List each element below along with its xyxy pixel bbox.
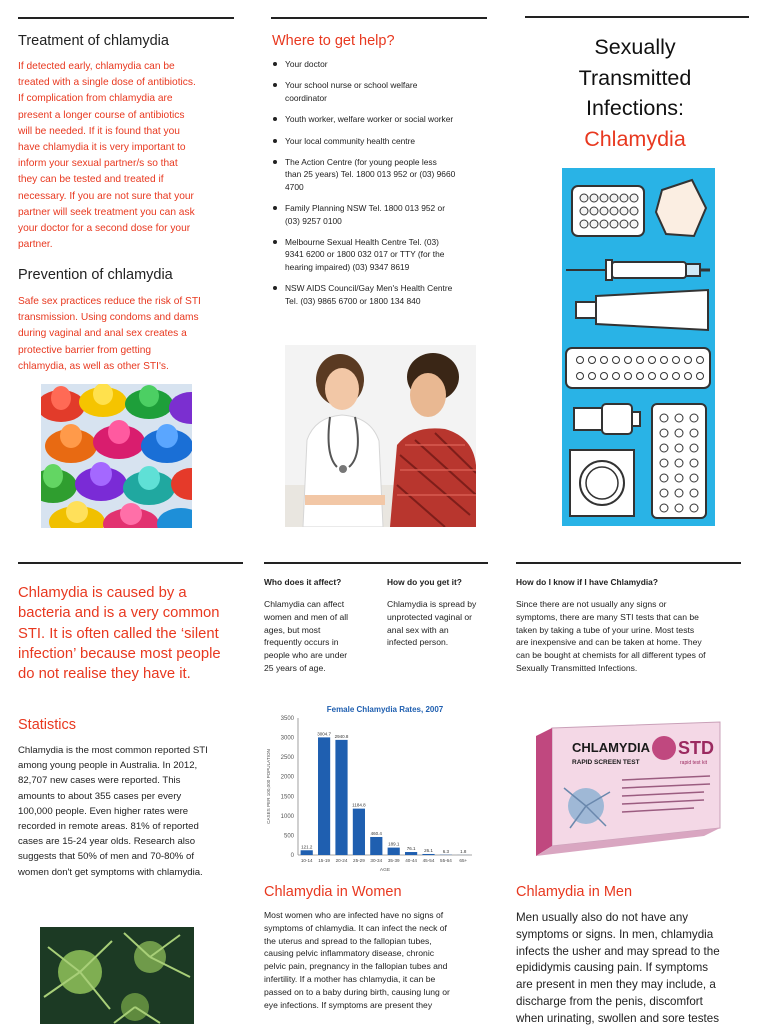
condoms-image xyxy=(41,384,192,528)
intro-line: do not realise they have it. xyxy=(18,664,258,684)
affect-line: ages, but most xyxy=(264,624,382,637)
intro-text xyxy=(18,583,258,684)
men-line: when urinating, swollen and sore testes xyxy=(516,1011,756,1028)
treatment-line: If complication from chlamydia are xyxy=(18,91,248,107)
know-line: can be bought at chemists for all different types of xyxy=(516,649,748,662)
chart-x-tick-label: 55-64 xyxy=(440,858,452,863)
help-item-line: 9341 6200 or 1800 032 017 or TTY (for the xyxy=(285,248,491,260)
intro-line: Chlamydia is caused by a xyxy=(18,583,258,603)
box-brand-text: CHLAMYDIA xyxy=(572,740,651,755)
help-item-line: Family Planning NSW Tel. 1800 013 952 or xyxy=(285,202,491,214)
getit-title: How do you get it? xyxy=(387,577,462,587)
treatment-line: treated with a single dose of antibiotics. xyxy=(18,75,248,91)
intro-line: infection’ because most people xyxy=(18,644,258,664)
prevention-text xyxy=(18,294,248,375)
statistics-line: women don't get symptoms with chlamydia. xyxy=(18,865,258,880)
chart-x-tick-label: 40-44 xyxy=(405,858,417,863)
cover-title-line-3: Infections: xyxy=(540,93,730,124)
chart-data-label: 76.1 xyxy=(407,846,416,851)
chart-data-label: 189.1 xyxy=(388,842,400,847)
affect-title: Who does it affect? xyxy=(264,577,341,587)
help-list-item xyxy=(271,113,491,125)
chart-y-tick-label: 1500 xyxy=(281,794,295,800)
chart-data-label: 3004.7 xyxy=(317,731,331,736)
men-line: are present in men they may include, a xyxy=(516,977,756,994)
box-line2-text: RAPID SCREEN TEST xyxy=(572,759,640,766)
treatment-line: your doctor for a second dose for your xyxy=(18,221,248,237)
statistics-line: among young people in Australia. In 2012, xyxy=(18,758,258,773)
men-line: infects the usher and may spread to the xyxy=(516,944,756,961)
statistics-line: 100,000 people. Even higher rates were xyxy=(18,804,258,819)
help-item-line: Melbourne Sexual Health Centre Tel. (03) xyxy=(285,236,491,248)
treatment-line: will be needed. If it is found that you xyxy=(18,124,248,140)
women-title: Chlamydia in Women xyxy=(264,884,402,900)
women-text xyxy=(264,909,496,1011)
row2-rule-middle xyxy=(264,562,488,564)
chart-title: Female Chlamydia Rates, 2007 xyxy=(327,705,444,714)
cover-title xyxy=(540,32,730,154)
chart-x-tick-label: 25-29 xyxy=(353,858,365,863)
intro-line: bacteria and is a very common xyxy=(18,603,258,623)
help-item-line: NSW AIDS Council/Gay Men's Health Centre xyxy=(285,282,491,294)
men-line: symptoms or signs. In men, chlamydia xyxy=(516,927,756,944)
chart-x-axis-label: AGE xyxy=(380,867,390,872)
chart-x-tick-label: 45-54 xyxy=(423,858,435,863)
statistics-line: 82,707 new cases were reported. This xyxy=(18,773,258,788)
chart-data-label: 26.1 xyxy=(424,848,433,853)
chart-y-tick-label: 3000 xyxy=(281,736,295,742)
men-title: Chlamydia in Men xyxy=(516,884,632,900)
treatment-line: present a longer course of antibiotics xyxy=(18,108,248,124)
know-text xyxy=(516,598,748,675)
row2-rule-left xyxy=(18,562,243,564)
affect-line: people who are under xyxy=(264,649,382,662)
chart-y-axis-label: CASES PER 100,000 POPULATION xyxy=(266,749,271,824)
know-line: taken by taking a tube of your urine. Most tests xyxy=(516,624,748,637)
men-text xyxy=(516,910,756,1028)
statistics-line: Chlamydia is the most common reported STI xyxy=(18,743,258,758)
chart-x-tick-label: 30-34 xyxy=(370,858,382,863)
help-item-line: Youth worker, welfare worker or social worker xyxy=(285,113,491,125)
know-title: How do I know if I have Chlamydia? xyxy=(516,577,658,587)
men-line: discharge from the penis, discomfort xyxy=(516,994,756,1011)
women-line: symptoms of chlamydia. It can infect the neck of xyxy=(264,922,496,935)
chart-x-tick-label: 20-24 xyxy=(336,858,348,863)
help-item-line: 4700 xyxy=(285,181,491,193)
help-list-item xyxy=(271,79,491,104)
prevention-line: transmission. Using condoms and dams xyxy=(18,310,248,326)
chart-data-label: 1184.8 xyxy=(352,803,366,808)
statistics-line: suggests that 50% of men and 70-80% of xyxy=(18,849,258,864)
statistics-line: amounts to about 355 cases per every xyxy=(18,789,258,804)
affect-line: 25 years of age. xyxy=(264,662,382,675)
affect-line: frequently occurs in xyxy=(264,636,382,649)
chart-y-tick-label: 3500 xyxy=(281,716,295,722)
help-list xyxy=(271,58,491,316)
prevention-line: protective barrier from getting xyxy=(18,343,248,359)
doctor-patient-image xyxy=(285,345,476,527)
prevention-line: chlamydia, as well as other STI's. xyxy=(18,359,248,375)
chart-y-tick-label: 2000 xyxy=(281,775,295,781)
chart-data-label: 460.4 xyxy=(371,831,383,836)
chart-bar xyxy=(301,850,313,855)
treatment-text xyxy=(18,59,248,253)
chart-bar xyxy=(370,837,382,855)
women-line: pelvic pain, pregnancy in the fallopian tubes and xyxy=(264,960,496,973)
getit-line: unprotected vaginal or xyxy=(387,611,505,624)
treatment-line: partner. xyxy=(18,237,248,253)
chart-bar xyxy=(335,740,347,855)
help-item-line: Your local community health centre xyxy=(285,135,491,147)
chart-x-tick-label: 15-19 xyxy=(318,858,330,863)
help-list-item xyxy=(271,282,491,307)
contraceptives-illustration xyxy=(562,168,715,526)
chart-y-tick-label: 1000 xyxy=(281,814,295,820)
treatment-line: If detected early, chlamydia can be xyxy=(18,59,248,75)
know-line: Sexually Transmitted Infections. xyxy=(516,662,748,675)
chart-bar xyxy=(353,809,365,855)
chart-x-tick-label: 65+ xyxy=(459,858,467,863)
help-list-item xyxy=(271,58,491,70)
help-list-item xyxy=(271,202,491,227)
intro-line: STI. It is often called the ‘silent xyxy=(18,624,258,644)
chart-x-tick-label: 10-14 xyxy=(301,858,313,863)
know-line: Since there are not usually any signs or xyxy=(516,598,748,611)
treatment-line: have chlamydia it is very important to xyxy=(18,140,248,156)
top-rule-right xyxy=(525,16,749,18)
help-title: Where to get help? xyxy=(272,33,395,49)
cover-title-line-2: Transmitted xyxy=(540,63,730,94)
prevention-line: Safe sex practices reduce the risk of STI xyxy=(18,294,248,310)
help-item-line: Your school nurse or school welfare xyxy=(285,79,491,91)
treatment-line: partner will seek treatment you can ask xyxy=(18,205,248,221)
top-rule-left xyxy=(18,17,234,19)
female-chlamydia-rates-chart xyxy=(258,702,480,872)
men-line: epididymis causing pain. If symptoms xyxy=(516,960,756,977)
getit-line: Chlamydia is spread by xyxy=(387,598,505,611)
chart-bar xyxy=(388,848,400,855)
statistics-line: cases are 15-24 year olds. Research also xyxy=(18,834,258,849)
women-line: causing pelvic inflammatory disease, chronic xyxy=(264,947,496,960)
std-test-box-image xyxy=(514,708,730,868)
chart-y-tick-label: 0 xyxy=(291,853,295,859)
help-list-item xyxy=(271,135,491,147)
women-line: passed on to a baby during birth, causing lung or xyxy=(264,986,496,999)
chart-bar xyxy=(422,854,434,855)
top-rule-middle xyxy=(271,17,487,19)
prevention-title: Prevention of chlamydia xyxy=(18,267,173,283)
bacteria-image xyxy=(40,927,194,1024)
chart-x-tick-label: 35-39 xyxy=(388,858,400,863)
chart-data-label: 2940.8 xyxy=(335,734,349,739)
chart-y-tick-label: 2500 xyxy=(281,755,295,761)
know-line: symptoms, there are many STI tests that can be xyxy=(516,611,748,624)
help-item-line: hearing impaired) (03) 9347 8619 xyxy=(285,261,491,273)
women-line: the uterus and spread to the fallopian tubes, xyxy=(264,935,496,948)
help-item-line: than 25 years) Tel. 1800 013 952 or (03) 9660 xyxy=(285,168,491,180)
statistics-text xyxy=(18,743,258,880)
getit-line: infected person. xyxy=(387,636,505,649)
help-list-item xyxy=(271,236,491,273)
chart-bar xyxy=(318,737,330,855)
prevention-line: during vaginal and anal sex creates a xyxy=(18,326,248,342)
affect-text xyxy=(264,598,382,675)
statistics-line: recorded in remote areas. 81% of reported xyxy=(18,819,258,834)
box-logo-text: STD xyxy=(678,738,714,758)
chart-y-tick-label: 500 xyxy=(284,833,295,839)
statistics-title: Statistics xyxy=(18,717,76,733)
women-line: eye infections. If symptoms are present they xyxy=(264,999,496,1012)
help-item-line: (03) 9257 0100 xyxy=(285,215,491,227)
help-list-item xyxy=(271,156,491,193)
cover-subtitle: Chlamydia xyxy=(540,124,730,155)
help-item-line: The Action Centre (for young people less xyxy=(285,156,491,168)
row2-rule-right xyxy=(516,562,741,564)
chart-bar xyxy=(405,852,417,855)
affect-line: Chlamydia can affect xyxy=(264,598,382,611)
getit-line: anal sex with an xyxy=(387,624,505,637)
help-item-line: Your doctor xyxy=(285,58,491,70)
treatment-line: inform your sexual partner/s so that xyxy=(18,156,248,172)
help-item-line: coordinator xyxy=(285,92,491,104)
chart-data-label: 121.2 xyxy=(301,844,313,849)
know-line: are inexpensive and can be taken at home. They xyxy=(516,636,748,649)
cover-title-line-1: Sexually xyxy=(540,32,730,63)
chart-data-label: 6.3 xyxy=(443,849,450,854)
women-line: infertility. If a mother has chlamydia, it can be xyxy=(264,973,496,986)
help-item-line: Tel. (03) 9865 6700 or 1800 134 840 xyxy=(285,295,491,307)
men-line: Men usually also do not have any xyxy=(516,910,756,927)
women-line: Most women who are infected have no signs of xyxy=(264,909,496,922)
treatment-line: necessary. If you are not sure that your xyxy=(18,189,248,205)
affect-line: women and men of all xyxy=(264,611,382,624)
box-logo-sub-text: rapid test kit xyxy=(680,760,708,766)
treatment-title: Treatment of chlamydia xyxy=(18,33,169,49)
treatment-line: they can be tested and treated if xyxy=(18,172,248,188)
chart-data-label: 1.8 xyxy=(460,849,467,854)
getit-text xyxy=(387,598,505,649)
